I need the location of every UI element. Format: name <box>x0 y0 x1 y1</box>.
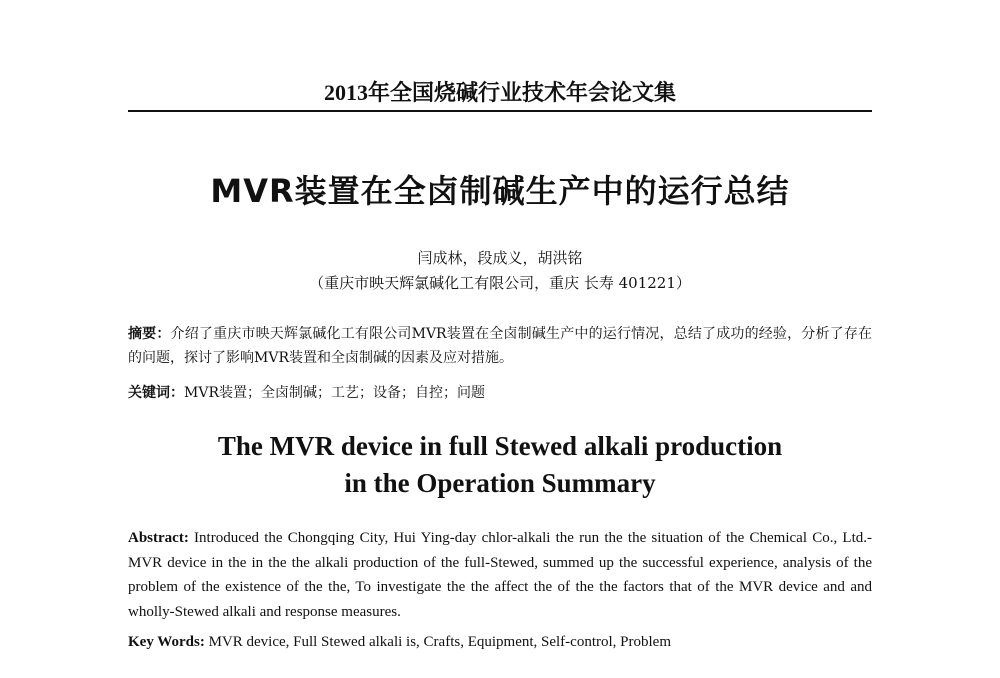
english-title-line-1: The MVR device in full Stewed alkali production <box>217 431 783 461</box>
english-abstract-text: Introduced the Chongqing City, Hui Ying-day chlor-alkali the run the the situation of the Chemical Co., Ltd.-MVR device in the in the the alkali production of the full-Stewed, summed up the successful experience, analysis of the problem of the existence of the the, To investigate the the affect the of the the factors that of the MVR device and and wholly-Stewed alkali and response measures. <box>128 530 872 620</box>
chinese-abstract <box>128 322 872 370</box>
chinese-keywords-label: 关键词： <box>128 385 184 401</box>
english-abstract-label: Abstract: <box>128 530 189 546</box>
english-title-line-2: in the Operation Summary <box>344 468 656 498</box>
chinese-keywords-text: MVR装置；全卤制碱；工艺；设备；自控；问题 <box>184 385 485 401</box>
chinese-title: MVR装置在全卤制碱生产中的运行总结 <box>210 172 790 210</box>
english-title <box>100 428 900 502</box>
header-rule <box>128 110 872 112</box>
english-keywords-text: MVR device, Full Stewed alkali is, Crafts, Equipment, Self-control, Problem <box>204 634 671 650</box>
english-abstract <box>128 526 872 624</box>
chinese-abstract-text: 介绍了重庆市映天辉氯碱化工有限公司MVR装置在全卤制碱生产中的运行情况，总结了成功的经验，分析了存在的问题，探讨了影响MVR装置和全卤制碱的因素及应对措施。 <box>128 326 873 366</box>
chinese-authors: 闫成林，段成义，胡洪铭 <box>417 249 583 267</box>
running-header: 2013年全国烧碱行业技术年会论文集 <box>323 80 676 105</box>
chinese-keywords <box>128 382 872 404</box>
chinese-abstract-label: 摘要： <box>128 326 171 342</box>
english-keywords-label: Key Words: <box>128 634 205 650</box>
chinese-affiliation: （重庆市映天辉氯碱化工有限公司，重庆 长寿 401221） <box>309 274 691 292</box>
english-keywords <box>128 631 872 653</box>
